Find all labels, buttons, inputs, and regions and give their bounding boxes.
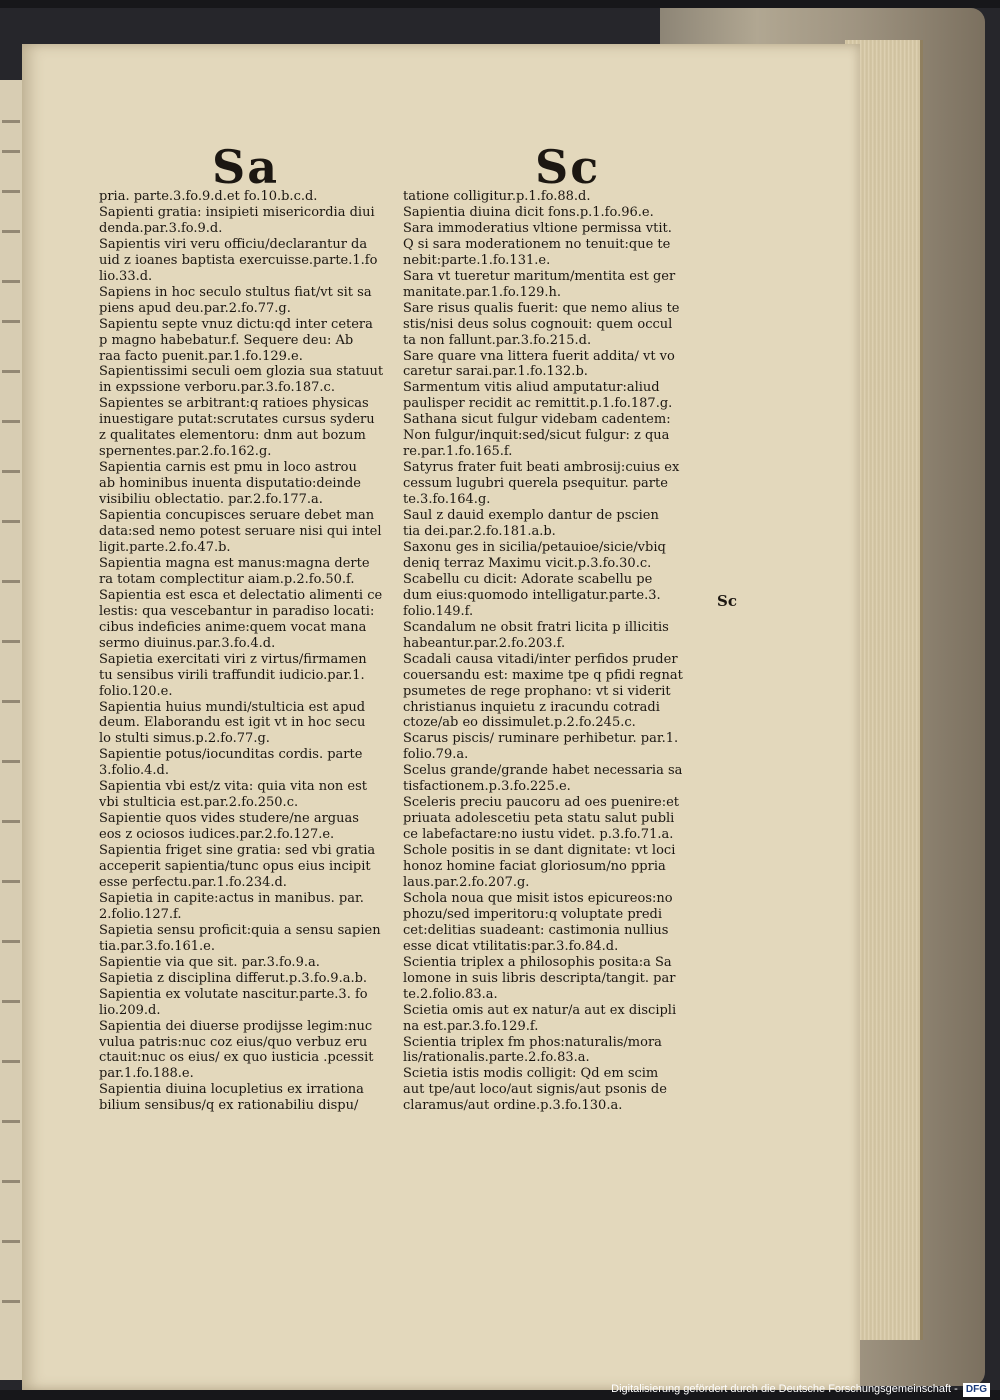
text-line: Sapietia sensu proficit:quia a sensu sapien <box>99 922 381 938</box>
text-line: ce labefactare:no iustu videt. p.3.fo.71.a. <box>403 827 674 843</box>
text-line: tisfactionem.p.3.fo.225.e. <box>403 779 571 795</box>
text-line: Sare risus qualis fuerit: que nemo alius te <box>403 300 680 316</box>
text-line: Schole positis in se dant dignitate: vt loci <box>403 843 676 859</box>
text-line: tia.par.3.fo.161.e. <box>99 938 215 954</box>
text-line: Sapientia huius mundi/stulticia est apud <box>99 699 366 715</box>
text-line: p magno habebatur.f. Sequere deu: Ab <box>99 332 354 348</box>
text-line: Sapientia diuina locupletius ex irrationa <box>99 1082 364 1098</box>
text-line: vulua patris:nuc coz eius/quo verbuz eru <box>99 1034 368 1050</box>
text-line: sermo diuinus.par.3.fo.4.d. <box>99 635 276 651</box>
text-line: lestis: qua vescebantur in paradiso locati: <box>99 603 375 619</box>
text-line: manitate.par.1.fo.129.h. <box>403 284 562 300</box>
text-line: aut tpe/aut loco/aut signis/aut psonis de <box>403 1082 667 1098</box>
text-line: Sapientia est esca et delectatio alimenti ce <box>99 587 383 603</box>
text-line: Scelus grande/grande habet necessaria sa <box>403 763 683 779</box>
text-line: Sapientes se arbitrant:q ratioes physicas <box>99 396 369 412</box>
text-line: Schola noua que misit istos epicureos:no <box>403 890 673 906</box>
text-line: dum eius:quomodo intelligatur.parte.3. <box>403 587 661 603</box>
text-line: tu sensibus virili traffundit iudicio.par.1. <box>99 667 365 683</box>
left-column-header: Sa <box>212 140 280 194</box>
text-line: couersandu est: maxime tpe q pfidi regnat <box>403 667 683 683</box>
text-line: te.3.fo.164.g. <box>403 492 491 508</box>
text-line: spernentes.par.2.fo.162.g. <box>99 444 272 460</box>
text-line: caretur sarai.par.1.fo.132.b. <box>403 364 588 380</box>
margin-note: Sc <box>717 592 737 610</box>
text-line: deum. Elaborandu est igit vt in hoc secu <box>99 715 366 731</box>
text-line: priuata adolescetiu peta statu salut publi <box>403 811 675 827</box>
text-line: 3.folio.4.d. <box>99 763 169 779</box>
text-line: stis/nisi deus solus cognouit: quem occul <box>403 316 673 332</box>
text-line: ra totam complectitur aiam.p.2.fo.50.f. <box>99 571 355 587</box>
footer-credit <box>611 1379 990 1399</box>
text-line: Scietia istis modis colligit: Qd em scim <box>403 1066 659 1082</box>
text-line: te.2.folio.83.a. <box>403 986 498 1002</box>
text-line: Sapietia exercitati viri z virtus/firmamen <box>99 651 367 667</box>
text-line: claramus/aut ordine.p.3.fo.130.a. <box>403 1098 623 1114</box>
text-line: Scientia triplex a philosophis posita:a Sa <box>403 954 672 970</box>
text-line: nebit:parte.1.fo.131.e. <box>403 252 551 268</box>
text-line: z qualitates elementoru: dnm aut bozum <box>99 428 366 444</box>
text-line: esse dicat vtilitatis:par.3.fo.84.d. <box>403 938 619 954</box>
text-line: Scietia omis aut ex natur/a aut ex discipli <box>403 1002 677 1018</box>
text-line: laus.par.2.fo.207.g. <box>403 874 530 890</box>
text-line: Scarus piscis/ ruminare perhibetur. par.1. <box>403 731 679 747</box>
text-line: Sarmentum vitis aliud amputatur:aliud <box>403 380 660 396</box>
text-line: 2.folio.127.f. <box>99 906 182 922</box>
right-text-column <box>403 189 713 1114</box>
text-line: ligit.parte.2.fo.47.b. <box>99 539 231 555</box>
text-line: Sapientia vbi est/z vita: quia vita non est <box>99 779 367 795</box>
text-line: Sapienti gratia: insipieti misericordia diui <box>99 204 375 220</box>
text-line: visibiliu oblectatio. par.2.fo.177.a. <box>99 492 323 508</box>
text-line: Sare quare vna littera fuerit addita/ vt vo <box>403 348 675 364</box>
text-line: piens apud deu.par.2.fo.77.g. <box>99 300 291 316</box>
text-line: Sapientia friget sine gratia: sed vbi gratia <box>99 843 376 859</box>
text-line: Q si sara moderationem no tenuit:que te <box>403 236 671 252</box>
text-line: cet:delitias suadeant: castimonia nullius <box>403 922 669 938</box>
text-line: lio.33.d. <box>99 268 153 284</box>
text-line: ctoze/ab eo dissimulet.p.2.fo.245.c. <box>403 715 636 731</box>
text-line: data:sed nemo potest seruare nisi qui intel <box>99 524 382 540</box>
text-line: Sapientie quos vides studere/ne arguas <box>99 811 359 827</box>
text-line: Sapiens in hoc seculo stultus fiat/vt sit sa <box>99 284 372 300</box>
text-line: Scientia triplex fm phos:naturalis/mora <box>403 1034 662 1050</box>
text-line: paulisper recidit ac remittit.p.1.fo.187.g. <box>403 396 673 412</box>
text-line: bilium sensibus/q ex rationabiliu dispu/ <box>99 1098 359 1114</box>
text-line: vbi stulticia est.par.2.fo.250.c. <box>99 795 299 811</box>
dfg-logo: DFG <box>963 1383 990 1397</box>
text-line: ab hominibus inuenta disputatio:deinde <box>99 476 361 492</box>
text-line: na est.par.3.fo.129.f. <box>403 1018 539 1034</box>
text-line: folio.120.e. <box>99 683 173 699</box>
text-line: lio.209.d. <box>99 1002 161 1018</box>
text-line: pria. parte.3.fo.9.d.et fo.10.b.c.d. <box>99 189 318 204</box>
text-line: Sapietia in capite:actus in manibus. par. <box>99 890 364 906</box>
text-line: eos z ociosos iudices.par.2.fo.127.e. <box>99 827 335 843</box>
text-line: christianus inquietu z iracundu cotradi <box>403 699 660 715</box>
text-line: lo stulti simus.p.2.fo.77.g. <box>99 731 270 747</box>
text-line: phozu/sed imperitoru:q voluptate predi <box>403 906 663 922</box>
text-line: ctauit:nuc os eius/ ex quo iusticia .pcessit <box>99 1050 374 1066</box>
text-line: uid z ioanes baptista exercuisse.parte.1.fo <box>99 252 378 268</box>
text-line: Saul z dauid exemplo dantur de pscien <box>403 508 659 524</box>
text-line: Scadali causa vitadi/inter perfidos pruder <box>403 651 678 667</box>
right-column-header: Sc <box>535 140 601 194</box>
text-line: psumetes de rege prophano: vt si viderit <box>403 683 671 699</box>
text-line: ta non fallunt.par.3.fo.215.d. <box>403 332 592 348</box>
text-line: habeantur.par.2.fo.203.f. <box>403 635 566 651</box>
text-line: Sapietia z disciplina differut.p.3.fo.9.a.b. <box>99 970 368 986</box>
text-line: Sara immoderatius vltione permissa vtit. <box>403 220 672 236</box>
text-line: cessum lugubri querela psequitur. parte <box>403 476 668 492</box>
text-line: Sapientia diuina dicit fons.p.1.fo.96.e. <box>403 204 654 220</box>
text-line: Satyrus frater fuit beati ambrosij:cuius ex <box>403 460 680 476</box>
text-line: folio.79.a. <box>403 747 469 763</box>
text-line: par.1.fo.188.e. <box>99 1066 194 1082</box>
text-line: Sapientia carnis est pmu in loco astrou <box>99 460 357 476</box>
text-line: Sapientu septe vnuz dictu:qd inter cetera <box>99 316 373 332</box>
text-line: lis/rationalis.parte.2.fo.83.a. <box>403 1050 590 1066</box>
text-line: Sapientis viri veru officiu/declarantur da <box>99 236 368 252</box>
text-line: Sapientia ex volutate nascitur.parte.3. fo <box>99 986 368 1002</box>
text-line: folio.149.f. <box>403 603 474 619</box>
text-line: Sapientie via que sit. par.3.fo.9.a. <box>99 954 320 970</box>
text-line: denda.par.3.fo.9.d. <box>99 220 223 236</box>
text-line: tia dei.par.2.fo.181.a.b. <box>403 524 556 540</box>
text-line: Sapientia dei diuerse prodijsse legim:nuc <box>99 1018 373 1034</box>
text-line: esse perfectu.par.1.fo.234.d. <box>99 874 287 890</box>
left-page-text-strip <box>0 80 22 1380</box>
text-line: Scabellu cu dicit: Adorate scabellu pe <box>403 571 653 587</box>
text-line: acceperit sapientia/tunc opus eius incipit <box>99 859 371 875</box>
text-line: in expssione verboru.par.3.fo.187.c. <box>99 380 335 396</box>
text-line: re.par.1.fo.165.f. <box>403 444 513 460</box>
text-line: tatione colligitur.p.1.fo.88.d. <box>403 189 591 204</box>
text-line: Sathana sicut fulgur videbam cadentem: <box>403 412 671 428</box>
text-line: raa facto puenit.par.1.fo.129.e. <box>99 348 303 364</box>
text-line: Sceleris preciu paucoru ad oes puenire:et <box>403 795 680 811</box>
text-line: Non fulgur/inquit:sed/sicut fulgur: z qua <box>403 428 670 444</box>
text-line: honoz homine faciat gloriosum/no ppria <box>403 859 666 875</box>
text-line: cibus indeficies anime:quem vocat mana <box>99 619 367 635</box>
text-line: deniq terraz Maximu vicit.p.3.fo.30.c. <box>403 555 652 571</box>
text-line: Scandalum ne obsit fratri licita p illicitis <box>403 619 669 635</box>
text-line: Sapientia magna est manus:magna derte <box>99 555 370 571</box>
text-line: Sapientissimi seculi oem glozia sua statuut <box>99 364 384 380</box>
text-line: inuestigare putat:scrutates cursus syderu <box>99 412 375 428</box>
footer-text: Digitalisierung gefördert durch die Deutsche Forschungsgemeinschaft - <box>611 1383 958 1395</box>
text-line: lomone in suis libris descripta/tangit. par <box>403 970 676 986</box>
text-line: Sapientie potus/iocunditas cordis. parte <box>99 747 363 763</box>
text-line: Sapientia concupisces seruare debet man <box>99 508 375 524</box>
text-line: Sara vt tueretur maritum/mentita est ger <box>403 268 676 284</box>
left-text-column <box>99 189 417 1114</box>
text-line: Saxonu ges in sicilia/petauioe/sicie/vbiq <box>403 539 666 555</box>
